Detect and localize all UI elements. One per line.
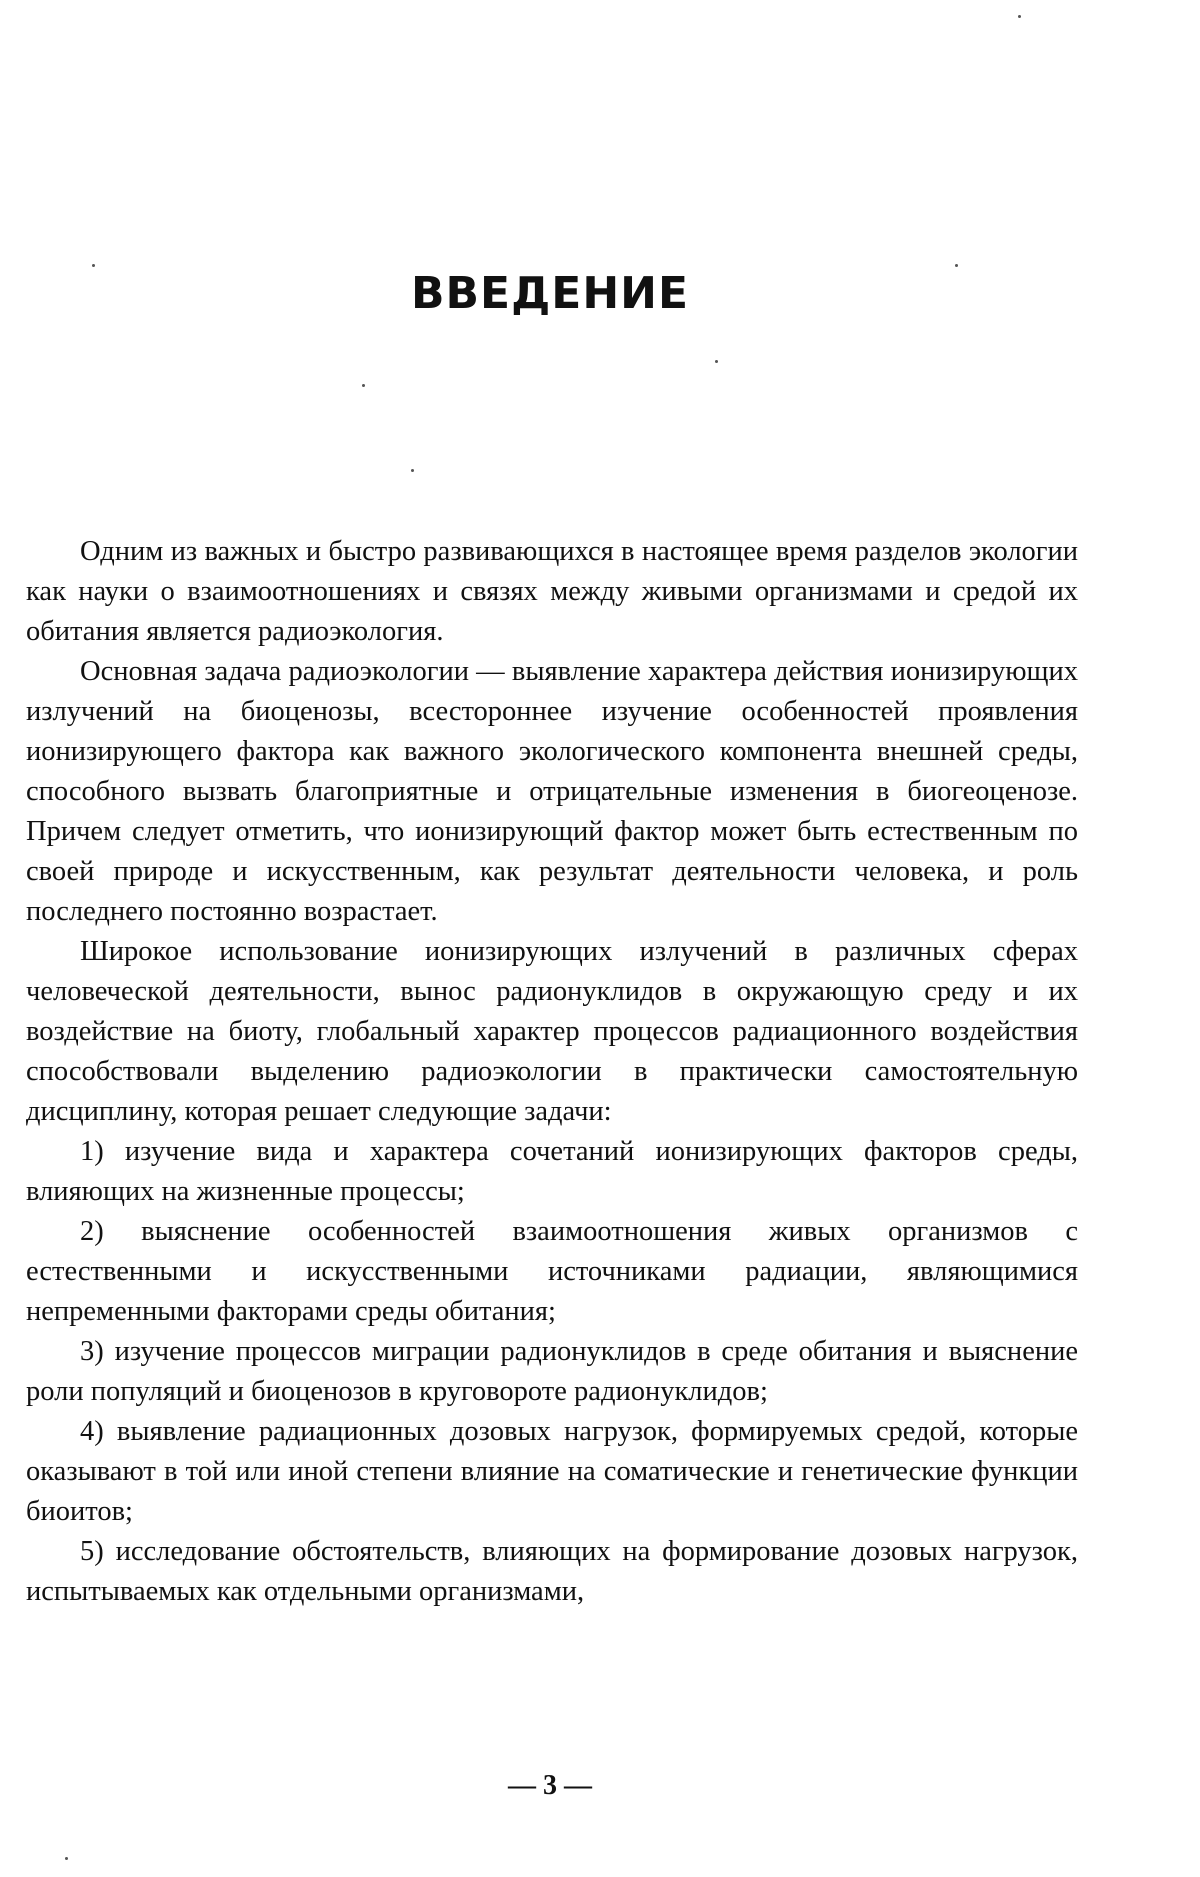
list-item-3: 3) изучение процессов миграции радионуклидов в среде обитания и выяснение роли популяций и биоценозов в круговороте радионуклидов; (26, 1336, 1078, 1407)
paragraph-usage: Широкое использование ионизирующих излучений в различных сферах человеческой деятельности, вынос радионуклидов в окружающую среду и их воздействие на биоту, глобальный характер процессов радиационного воздействия способствовали выделению радиоэкологии в практически самостоятельную дисциплину, которая решает следующие задачи: (26, 936, 1078, 1127)
scan-speck (411, 469, 414, 472)
body-text (26, 532, 1078, 1612)
scan-speck (1018, 15, 1021, 18)
page-number: — 3 — (508, 1770, 592, 1801)
scan-speck (65, 1857, 68, 1860)
list-item-5: 5) исследование обстоятельств, влияющих на формирование дозовых нагрузок, испытываемых как отдельными организмами, (26, 1536, 1078, 1607)
scan-speck (715, 360, 718, 363)
scan-speck (955, 264, 958, 267)
paragraph-main-task: Основная задача радиоэкологии — выявление характера действия ионизирующих излучений на биоценозы, всестороннее изучение особенностей проявления ионизирующего фактора как важного экологического компонента внешней среды, способного вызвать благоприятные и отрицательные изменения в биогеоценозе. Причем следует отметить, что ионизирующий фактор может быть естественным по своей природе и искусственным, как результат деятельности человека, и роль последнего постоянно возрастает. (26, 656, 1078, 927)
list-item-1: 1) изучение вида и характера сочетаний ионизирующих факторов среды, влияющих на жизненные процессы; (26, 1136, 1078, 1207)
chapter-heading: ВВЕДЕНИЕ (410, 268, 690, 319)
paragraph-intro: Одним из важных и быстро развивающихся в настоящее время разделов экологии как науки о взаимоотношениях и связях между живыми организмами и средой их обитания является радиоэкология. (26, 536, 1078, 647)
list-item-2: 2) выяснение особенностей взаимоотношения живых организмов с естественными и искусственными источниками радиации, являющимися непременными факторами среды обитания; (26, 1216, 1078, 1327)
scan-speck (92, 264, 95, 267)
list-item-4: 4) выявление радиационных дозовых нагрузок, формируемых средой, которые оказывают в той или иной степени влияние на соматические и генетические функции биоитов; (26, 1416, 1078, 1527)
scan-speck (362, 384, 365, 387)
